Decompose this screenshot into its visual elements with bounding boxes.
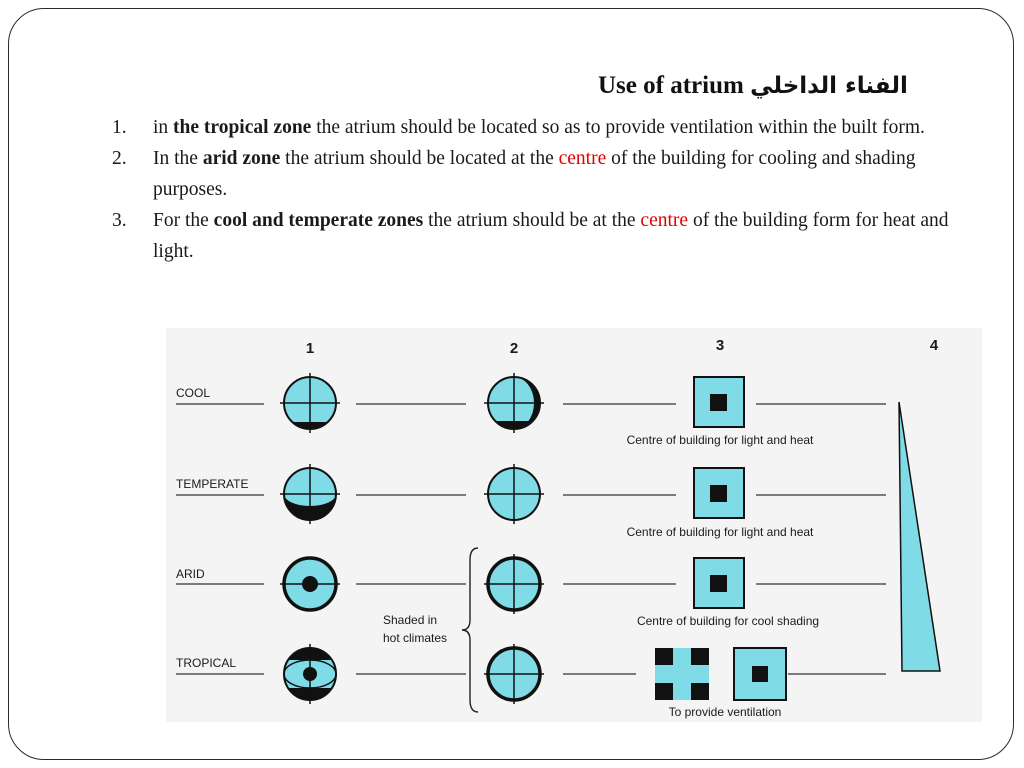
row-label: TROPICAL [176,656,237,670]
list-item [112,143,962,205]
temperate-caption: Centre of building for light and heat [626,525,814,539]
item-number: 3. [112,210,127,231]
title-english: Use of atrium [598,72,744,99]
atrium-diagram [166,328,982,722]
tropical-plan-symbol [280,644,340,704]
column-label: 1 [305,340,315,357]
arid-plan-symbol [280,558,340,610]
row-label: TEMPERATE [176,477,249,491]
item-text: the atrium should be at the [423,210,641,231]
item-text: In the [153,148,203,169]
row-label: ARID [176,567,205,581]
column-label: 2 [509,340,519,357]
item-text: of the building form for heat and light. [153,210,949,262]
temperate-section-symbol [484,464,544,524]
tropical-section-symbol [484,644,544,704]
shaded-note: hot climates [383,631,448,645]
temperate-plan-symbol [280,464,340,524]
tropical-building-symbol [734,648,786,700]
item-text: the atrium should be located so as to provide ventilation within the built form. [311,117,925,138]
item-text: For the [153,210,214,231]
item-text: the atrium should be located at the [280,148,559,169]
diagram-svg [166,328,982,722]
title-arabic: الفناء الداخلي [750,73,908,99]
item-bold: arid zone [202,148,281,169]
column-label: 4 [929,337,939,354]
cool-plan-symbol [280,373,340,433]
item-number: 2. [112,148,127,169]
shaded-note: Shaded in [383,613,438,627]
triangle-symbol [899,402,940,671]
tropical-caption: To provide ventilation [668,705,782,719]
atrium-list [112,112,962,267]
list-item [112,112,962,143]
arid-building-symbol [694,558,744,608]
item-highlight: centre [640,210,689,231]
cool-caption: Centre of building for light and heat [626,433,814,447]
item-number: 1. [112,117,127,138]
tropical-courtyard-block [655,648,709,700]
item-highlight: centre [558,148,607,169]
list-item [112,205,962,267]
column-label: 3 [715,337,725,354]
row-label: COOL [176,386,211,400]
cool-section-symbol [484,373,544,433]
brace [462,548,478,712]
item-text: in [153,117,174,138]
cool-building-symbol [694,377,744,427]
item-bold: cool and temperate zones [213,210,424,231]
temperate-building-symbol [694,468,744,518]
arid-caption: Centre of building for cool shading [636,614,820,628]
slide-title [598,72,908,100]
item-text: of the building for cooling and shading purposes. [153,148,916,200]
item-bold: the tropical zone [173,117,312,138]
arid-section-symbol [484,554,544,614]
